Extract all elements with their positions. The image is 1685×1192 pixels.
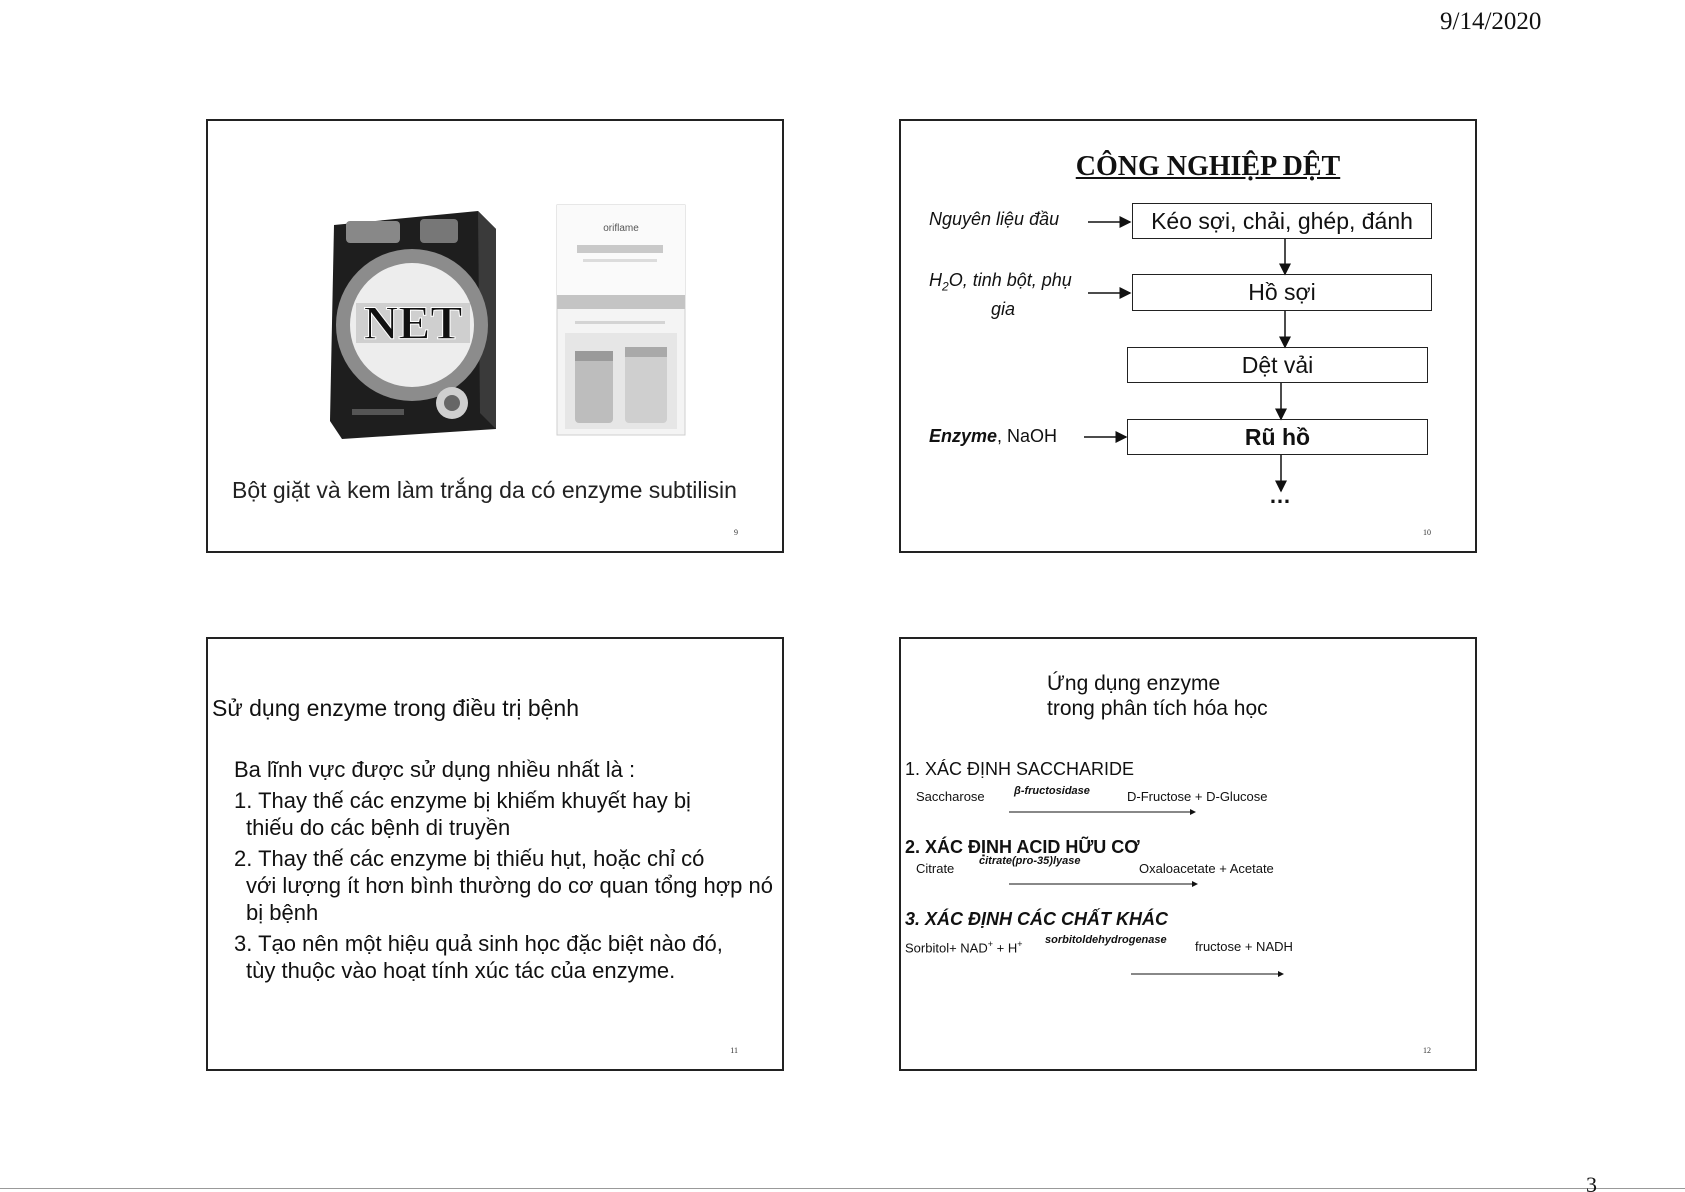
flow-arrows [901,121,1477,553]
section2-enzyme: citrate(pro-35)lyase [979,855,1081,867]
input-enzyme-naoh: Enzyme, NaOH [929,426,1058,446]
detergent-box-icon [328,207,500,439]
section3-substrate: Sorbitol+ NAD+ + H+ [905,939,1023,956]
slide-enzyme-therapy [206,637,784,1071]
slide-number: 12 [1423,1046,1431,1055]
section-other-substances-heading: 3. XÁC ĐỊNH CÁC CHẤT KHÁC [905,909,1169,929]
step-box-sizing: Hồ sợi [1132,274,1432,311]
slide-textile-industry [899,119,1477,553]
section-saccharide-heading: 1. XÁC ĐỊNH SACCHARIDE [905,759,1135,779]
page-date: 9/14/2020 [1440,8,1542,35]
section-organic-acid-heading: 2. XÁC ĐỊNH ACID HỮU CƠ [905,837,1140,857]
list-item: 1. Thay thế các enzyme bị khiếm khuyết hay bị thiếu do các bệnh di truyền [234,788,691,840]
slide-number: 9 [734,528,738,537]
section1-product: D-Fructose + D-Glucose [1127,789,1268,804]
input-raw-material: Nguyên liệu đầu [929,209,1060,229]
slide-number: 10 [1423,528,1431,537]
section1-enzyme: β-fructosidase [1014,785,1090,797]
section3-product: fructose + NADH [1195,939,1293,954]
slide-title: Sử dụng enzyme trong điều trị bệnh [212,695,580,721]
slide-detergent [206,119,784,553]
page-number: 3 [1586,1172,1597,1192]
step-box-desizing: Rũ hồ [1127,419,1428,455]
slide-chemical-analysis [899,637,1477,1071]
continuation-dots: … [1269,483,1291,508]
page-bottom-rule [0,1188,1685,1189]
slide-title: CÔNG NGHIỆP DỆT [1075,151,1341,182]
section1-substrate: Saccharose [916,789,985,804]
step-box-spinning: Kéo sợi, chải, ghép, đánh [1132,203,1432,239]
list-item: 3. Tạo nên một hiệu quả sinh học đặc biệt nào đó, tùy thuộc vào hoạt tính xúc tác của enzyme. [234,931,723,983]
net-logo-text: NET [363,297,463,350]
section2-substrate: Citrate [916,861,955,876]
slide-number: 11 [730,1046,738,1055]
section2-product: Oxaloacetate + Acetate [1139,861,1274,876]
slide-caption: Bột giặt và kem làm trắng da có enzyme subtilisin [232,477,737,503]
cream-box-icon [553,203,688,437]
slide-intro: Ba lĩnh vực được sử dụng nhiều nhất là : [234,757,636,782]
section3-enzyme: sorbitoldehydrogenase [1045,934,1167,946]
step-box-weaving: Dệt vải [1127,347,1428,383]
therapy-list [234,787,774,988]
cream-brand-text: oriflame [603,223,639,234]
list-item: 2. Thay thế các enzyme bị thiếu hụt, hoặc chỉ có với lượng ít hơn bình thường do cơ quan tổng hợp nó bị bệnh [234,846,774,925]
slide-title: Ứng dụng enzyme trong phân tích hóa học [1047,672,1268,720]
input-water-starch: $H_2O$, tinh bột, phụ gia [929,270,1072,319]
